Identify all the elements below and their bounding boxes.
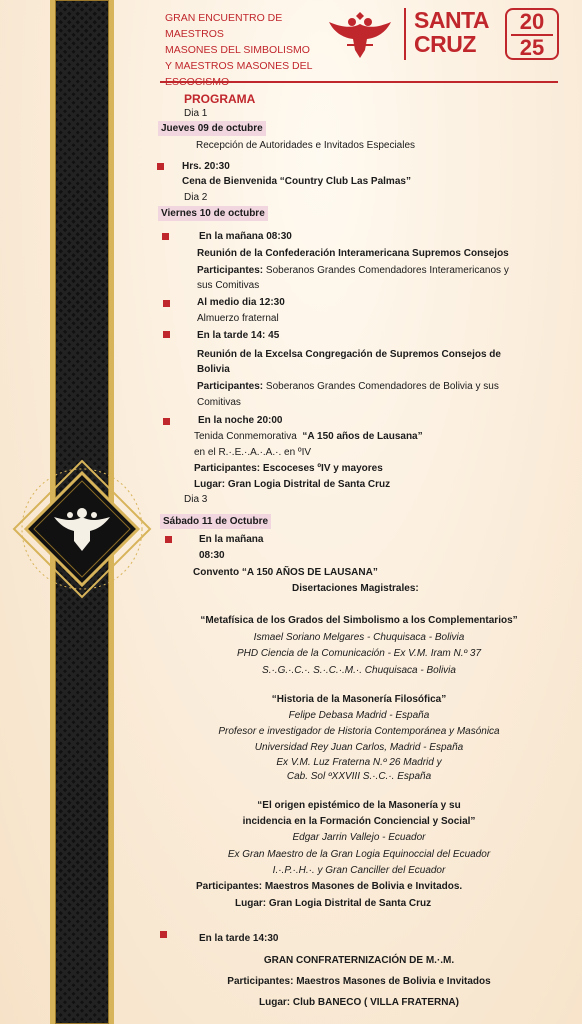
d2-commemorative-session: Tenida Conmemorativa “A 150 años de Lausana”	[194, 431, 423, 442]
talk2-lodge: Ex V.M. Luz Fraterna N.º 26 Madrid y	[276, 757, 442, 768]
d2-s4-participants: Participantes: Escoceses ºIV y mayores	[194, 463, 383, 474]
talk2-university: Universidad Rey Juan Carlos, Madrid - España	[254, 742, 464, 753]
bullet	[163, 300, 170, 307]
d3-lectures-heading: Disertaciones Magistrales:	[292, 583, 419, 594]
talk2-degree: Cab. Sol ºXXVIII S.·.C.·. España	[286, 771, 432, 782]
d3-participants: Participantes: Maestros Masones de Bolivia e Invitados.	[196, 881, 463, 892]
bullet	[160, 931, 167, 938]
day1-date: Jueves 09 de octubre	[158, 121, 266, 136]
year-logo: 20 25	[505, 8, 559, 60]
d2-night-time: En la noche 20:00	[198, 415, 283, 426]
talk2-title: “Historia de la Masonería Filosófica”	[271, 694, 447, 705]
d2-s3-participants-cont: Comitivas	[197, 397, 241, 408]
talk3-title-cont: incidencia en la Formación Conciencial y Social”	[242, 816, 476, 827]
day1-dinner-time: Hrs. 20:30	[182, 161, 230, 172]
bullet	[165, 536, 172, 543]
d2-s4-place: Lugar: Gran Logia Distrital de Santa Cruz	[194, 479, 391, 490]
d2-congregation-meeting-cont: Bolivia	[197, 364, 230, 375]
header-divider	[404, 8, 406, 60]
d3-morning-label: En la mañana	[199, 534, 264, 545]
d2-midday-time: Al medio dia 12:30	[197, 297, 285, 308]
d2-rite: en el R.·.E.·.A.·.A.·. en ºIV	[194, 447, 312, 458]
double-headed-eagle-icon	[325, 6, 395, 62]
d2-afternoon-time: En la tarde 14: 45	[197, 330, 280, 341]
d3-morning-time: 08:30	[199, 550, 225, 561]
day1-dinner: Cena de Bienvenida “Country Club Las Palmas”	[182, 176, 411, 187]
talk3-office: I.·.P.·.H.·. y Gran Canciller del Ecuador	[272, 865, 446, 876]
talk3-title: “El origen epistémico de la Masonería y su	[257, 800, 461, 811]
header-rule	[160, 81, 558, 83]
day3-label: Dia 3	[184, 494, 208, 505]
d2-morning-time: En la mañana 08:30	[199, 231, 292, 242]
bullet	[162, 233, 169, 240]
event-title: GRAN ENCUENTRO DE MAESTROS MASONES DEL SIMBOLISMO Y MAESTROS MASONES DEL	[165, 12, 313, 72]
day3-date: Sábado 11 de Octubre	[160, 514, 271, 529]
talk1-title: “Metafísica de los Grados del Simbolismo a los Complementarios”	[200, 615, 518, 626]
d2-confederation-meeting: Reunión de la Confederación Interamericana Supremos Consejos	[197, 248, 509, 259]
day1-label: Dia 1	[184, 108, 208, 119]
d2-s1-participants: Participantes: Soberanos Grandes Comendadores Interamericanos y	[197, 265, 509, 276]
talk1-credentials: PHD Ciencia de la Comunicación - Ex V.M. Iram N.º 37	[236, 648, 482, 659]
d2-congregation-meeting: Reunión de la Excelsa Congregación de Supremos Consejos de	[197, 349, 501, 360]
d2-lunch: Almuerzo fraternal	[197, 313, 279, 324]
double-eagle-diamond-emblem	[8, 455, 156, 603]
day2-date: Viernes 10 de octubre	[158, 206, 268, 221]
city-logo: SANTA CRUZ	[414, 7, 490, 57]
d3-s2-place: Lugar: Club BANECO ( VILLA FRATERNA)	[259, 997, 459, 1008]
bullet	[157, 163, 164, 170]
program-heading: PROGRAMA	[184, 92, 256, 106]
day2-label: Dia 2	[184, 192, 208, 203]
d3-s2-participants: Participantes: Maestros Masones de Bolivia e Invitados	[227, 976, 491, 987]
talk2-speaker: Felipe Debasa Madrid - España	[288, 710, 430, 721]
bullet	[163, 331, 170, 338]
talk2-credentials: Profesor e investigador de Historia Contemporánea y Masónica	[218, 726, 500, 737]
d3-convent-title: Convento “A 150 AÑOS DE LAUSANA”	[193, 567, 378, 578]
d2-s1-participants-cont: sus Comitivas	[197, 280, 260, 291]
talk3-speaker: Edgar Jarrin Vallejo - Ecuador	[292, 832, 426, 843]
talk1-speaker: Ismael Soriano Melgares - Chuquisaca - Bolivia	[253, 632, 465, 643]
d3-afternoon-time: En la tarde 14:30	[199, 933, 279, 944]
talk1-office: S.·.G.·.C.·. S.·.C.·.M.·. Chuquisaca - Bolivia	[262, 665, 456, 676]
day1-reception: Recepción de Autoridades e Invitados Especiales	[196, 140, 416, 151]
bullet	[163, 418, 170, 425]
d3-place: Lugar: Gran Logia Distrital de Santa Cruz	[235, 898, 432, 909]
d2-s3-participants: Participantes: Soberanos Grandes Comendadores de Bolivia y sus	[197, 381, 499, 392]
talk3-credentials: Ex Gran Maestro de la Gran Logia Equinoccial del Ecuador	[227, 849, 491, 860]
d3-fraternization: GRAN CONFRATERNIZACIÓN DE M.·.M.	[263, 955, 455, 966]
